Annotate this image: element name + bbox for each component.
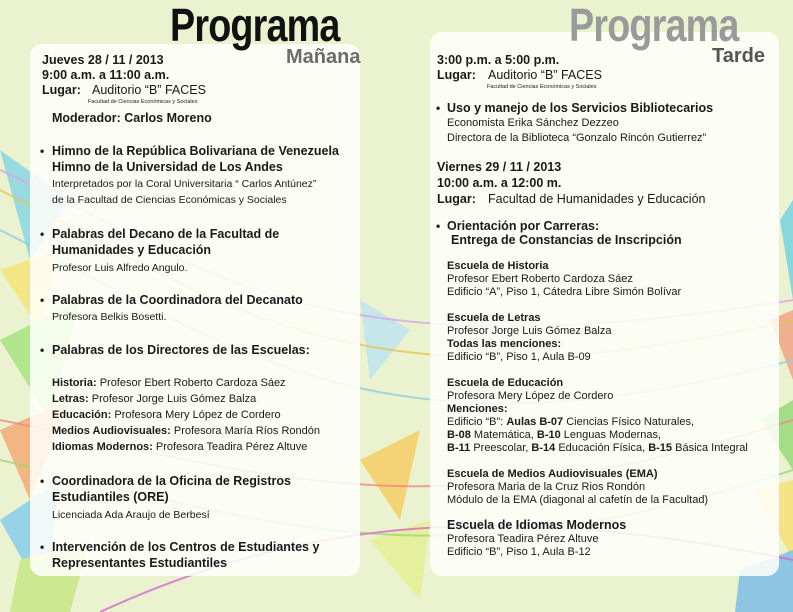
school-line-bold: Todas las menciones: [447, 338, 562, 350]
item-desc: Profesor Luis Alfredo Angulo. [52, 262, 188, 274]
bullet-icon: • [436, 101, 441, 115]
subtitle-morning: Mañana [286, 46, 361, 68]
director-label: Educación: [52, 409, 112, 421]
director-value: Profesor Ebert Roberto Cardoza Sáez [99, 377, 286, 389]
mention-text: Educación Física, [558, 442, 646, 454]
director-label: Idiomas Modernos: [52, 441, 153, 453]
item-title: Estudiantiles (ORE) [52, 490, 169, 504]
director-label: Medios Audiovisuales: [52, 425, 171, 437]
mention-code: Aulas B-07 [506, 416, 564, 428]
school-line: Profesora Maria de la Cruz Rios Rondón [447, 481, 646, 493]
item-title: Himno de la República Bolivariana de Venezuela [52, 144, 339, 158]
bullet-icon: • [40, 474, 45, 488]
item-title: Representantes Estudiantiles [52, 556, 228, 570]
subtitle-afternoon: Tarde [712, 45, 765, 67]
mention-code: B-08 [447, 429, 471, 441]
school-name: Escuela de Idiomas Modernos [447, 518, 627, 532]
mention-code: B-10 [536, 429, 561, 441]
school-line: Edificio “B”, Piso 1, Aula B-09 [447, 351, 591, 363]
mentions-line [447, 416, 694, 429]
school-line: Profesor Jorge Luis Gómez Balza [447, 325, 612, 337]
time-friday: 10:00 a.m. a 12:00 m. [437, 176, 562, 190]
mention-code: B-14 [531, 442, 556, 454]
school-line: Edificio “B”, Piso 1, Aula B-12 [447, 546, 591, 558]
director-row [52, 393, 256, 406]
mention-text: Matemática, [473, 429, 534, 441]
mention-text: Básica Integral [675, 442, 748, 454]
place-note: Facultad de Ciencias Económicas y Sociales [487, 84, 597, 90]
school-name: Escuela de Medios Audiovisuales (EMA) [447, 468, 658, 480]
school-name: Escuela de Historia [447, 260, 549, 272]
place-value: Auditorio “B” FACES [92, 83, 206, 97]
director-row [52, 441, 307, 454]
school-name: Escuela de Educación [447, 377, 564, 389]
mention-text: Lenguas Modernas, [563, 429, 662, 441]
director-value: Profesora Teadira Pérez Altuve [155, 441, 308, 453]
item-desc: Interpretados por la Coral Universitaria “ Carlos Antúnez” [52, 178, 317, 190]
mention-code: B-11 [447, 442, 471, 454]
school-name: Escuela de Letras [447, 312, 541, 324]
director-label: Historia: [52, 377, 97, 389]
item-title: Entrega de Constancias de Inscripción [451, 233, 682, 247]
place-label: Lugar: [437, 68, 476, 82]
item-desc: Directora de la Biblioteca “Gonzalo Rincón Gutierrez” [447, 132, 707, 144]
school-line: Módulo de la EMA (diagonal al cafetín de la Facultad) [447, 494, 709, 506]
bullet-icon: • [40, 343, 45, 357]
item-title: Palabras del Decano de la Facultad de [52, 227, 280, 241]
bullet-icon: • [40, 293, 45, 307]
director-row [52, 425, 320, 438]
bullet-icon: • [40, 144, 45, 158]
mention-text: Ciencias Físico Naturales, [566, 416, 695, 428]
title-afternoon: Programa [569, 0, 739, 51]
item-title: Intervención de los Centros de Estudiantes y [52, 540, 320, 554]
school-line: Profesora Mery López de Cordero [447, 390, 614, 402]
mention-text: Preescolar, [473, 442, 529, 454]
school-line: Profesor Ebert Roberto Cardoza Sáez [447, 273, 633, 285]
director-value: Profesora Mery López de Cordero [114, 409, 281, 421]
director-row [52, 409, 281, 422]
item-desc: Economista Erika Sánchez Dezzeo [447, 117, 619, 129]
item-title: Uso y manejo de los Servicios Bibliotecarios [447, 101, 714, 115]
item-title: Palabras de los Directores de las Escuelas: [52, 343, 310, 357]
school-line: Profesora Teadira Pérez Altuve [447, 533, 599, 545]
item-desc: Profesora Belkis Bosetti. [52, 311, 167, 323]
bullet-icon: • [40, 227, 45, 241]
time-morning: 9:00 a.m. a 11:00 a.m. [42, 68, 170, 82]
director-row [52, 377, 286, 390]
item-title: Palabras de la Coordinadora del Decanato [52, 293, 303, 307]
item-title: Orientación por Carreras: [447, 219, 600, 233]
place-label: Lugar: [42, 83, 81, 97]
mention-text: Edificio “B”: [447, 416, 504, 428]
item-title: Humanidades y Educación [52, 243, 212, 257]
bullet-icon: • [436, 219, 441, 233]
mentions-line [447, 429, 661, 442]
date-thursday: Jueves 28 / 11 / 2013 [42, 53, 164, 67]
place-label: Lugar: [437, 192, 476, 206]
item-desc: de la Facultad de Ciencias Económicas y Sociales [52, 194, 287, 206]
item-title: Coordinadora de la Oficina de Registros [52, 474, 291, 488]
item-title: Himno de la Universidad de Los Andes [52, 160, 283, 174]
title-morning: Programa [170, 0, 340, 51]
time-afternoon: 3:00 p.m. a 5:00 p.m. [437, 53, 560, 67]
school-line-bold: Menciones: [447, 403, 508, 415]
place-value: Auditorio “B” FACES [488, 68, 602, 82]
date-friday: Viernes 29 / 11 / 2013 [437, 160, 562, 174]
bullet-icon: • [40, 540, 45, 554]
director-value: Profesor Jorge Luis Gómez Balza [91, 393, 257, 405]
place-note: Facultad de Ciencias Económicas y Sociales [88, 99, 198, 105]
place-value: Facultad de Humanidades y Educación [488, 192, 706, 206]
moderator: Moderador: Carlos Moreno [52, 111, 212, 125]
item-desc: Licenciada Ada Araujo de Berbesí [52, 509, 210, 521]
mention-code: B-15 [648, 442, 673, 454]
mentions-line [447, 442, 748, 455]
school-line: Edificio “A”, Piso 1, Cátedra Libre Simón Bolívar [447, 286, 682, 298]
director-label: Letras: [52, 393, 89, 405]
director-value: Profesora María Ríos Rondón [173, 425, 320, 437]
